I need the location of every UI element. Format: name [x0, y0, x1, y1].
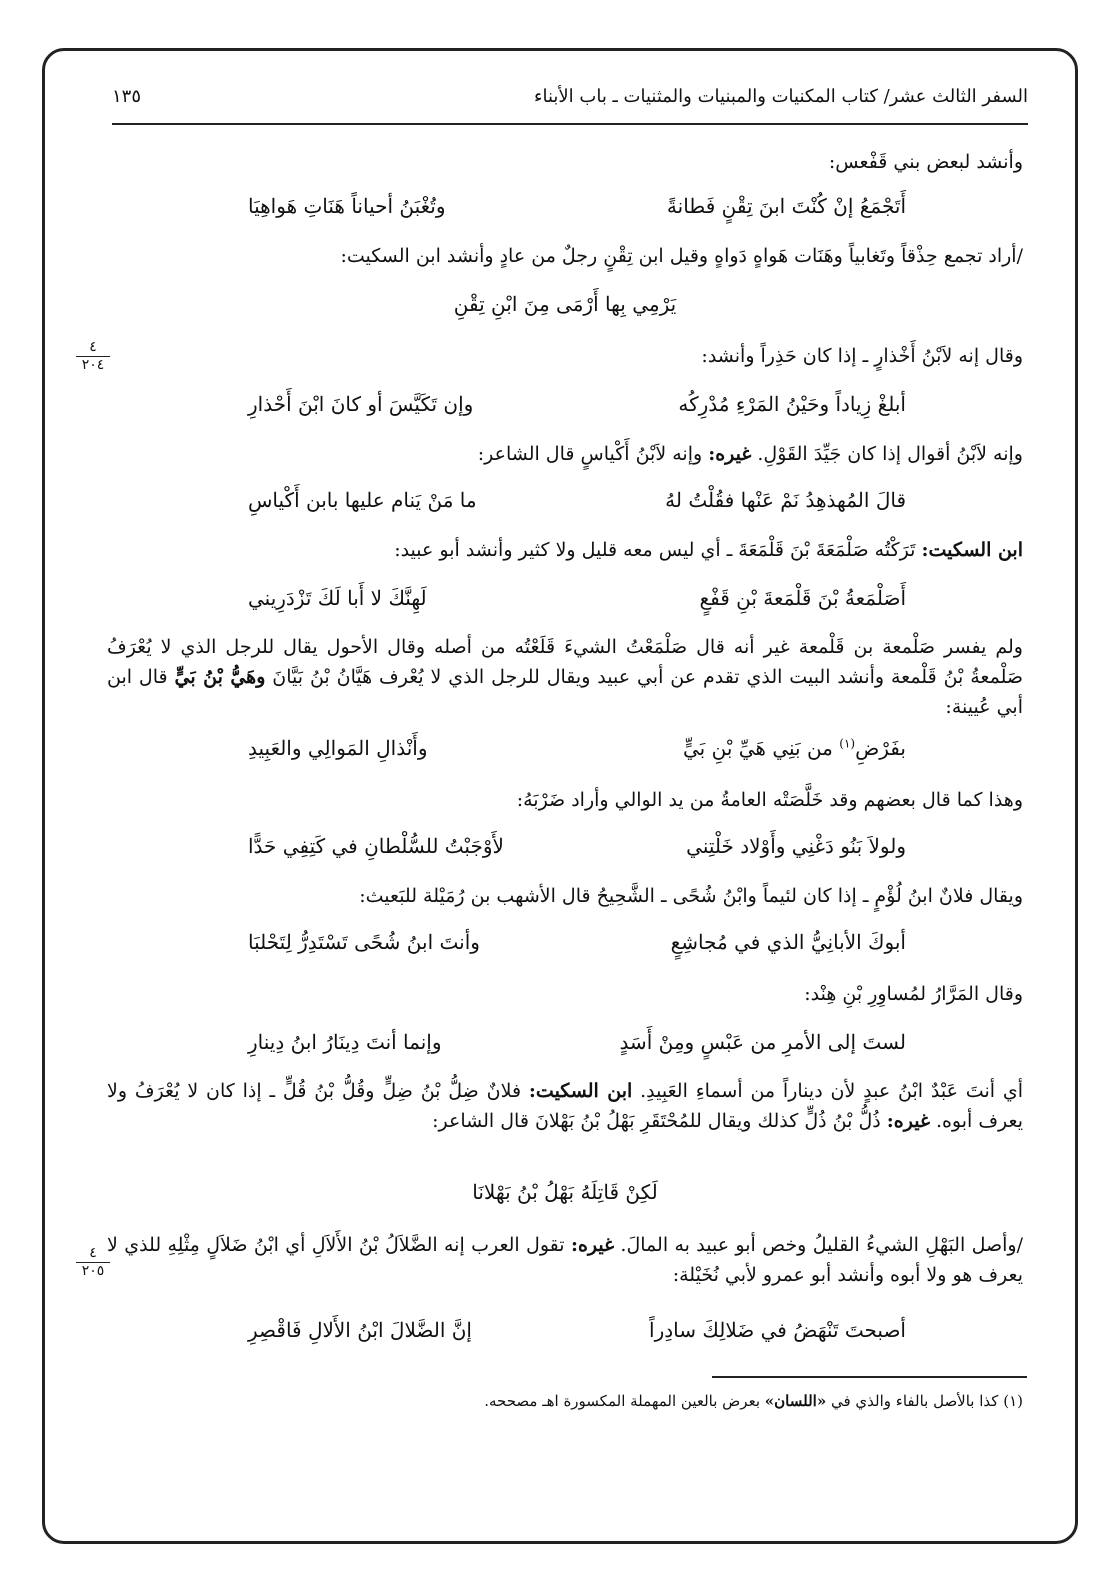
verse: [208, 736, 968, 768]
verse-second-hemistich: وأَنْذالِ المَوالِي والعَبِيدِ: [248, 736, 428, 760]
verse-first-hemistich: أَتَجْمَعُ إنْ كُنْتَ ابنَ تِقْنٍ فَطانةً: [666, 194, 906, 218]
text-segment: /وأصل البَهْلِ الشيءُ القليلُ وخص أبو عبيد به المالَ.: [620, 1234, 1023, 1256]
bold-term: غيره:: [886, 1110, 930, 1132]
verse-second-hemistich: وإن تَكَيَّسَ أو كانَ ابْنَ أَحْذارِ: [248, 392, 474, 416]
verse: [208, 488, 968, 520]
margin-ref-page: ٢٠٥: [81, 1263, 105, 1279]
single-verse: يَرْمِي بِها أَرْمَى مِنَ ابْنِ تِقْنِ: [453, 292, 677, 316]
text-line: وأنشد لبعض بني قَفْعس:: [828, 151, 1023, 173]
verse: [208, 834, 968, 866]
single-verse: لَكِنْ قَاتِلَهُ بَهْلُ بْنُ بَهْلانَا: [472, 1180, 658, 1204]
bold-term: ابن السكيت:: [528, 1080, 633, 1102]
text-segment: أي أنتَ عَبْدٌ ابْنُ عبدٍ لأن ديناراً من أسماءِ العَبِيدِ.: [640, 1080, 1024, 1102]
page-header: [112, 82, 1028, 112]
bold-term: «اللسان»: [764, 1392, 827, 1410]
text-line: وقال إنه لاَبْنُ أَخْذارٍ ـ إذا كان حَذِراً وأنشد:: [701, 345, 1023, 367]
text-segment: قال ابن أبي عُيينة:: [107, 666, 1023, 718]
verse-second-hemistich: وإنما أنتَ دِينَارُ ابنُ دِينارِ: [248, 1030, 442, 1054]
verse-first-hemistich: [683, 736, 906, 760]
verse-first-hemistich: لستَ إلى الأمرِ من عَبْسٍ ومِنْ أَسَدٍ: [619, 1030, 906, 1054]
verse-first-hemistich: أبلغْ زِياداً وحَيْنُ المَرْءِ مُدْرِكُه: [678, 392, 906, 416]
verse-first-hemistich: أبوكَ الأبانِيُّ الذي في مُجاشِعٍ: [670, 930, 906, 954]
margin-reference-1: [76, 340, 110, 373]
verse: [208, 194, 968, 226]
paragraph: [107, 1076, 1023, 1136]
bold-term: غيره:: [570, 1234, 615, 1256]
running-title: السفر الثالث عشر/ كتاب المكنيات والمبنيات والمثنيات ـ باب الأبناء: [534, 86, 1028, 107]
text-line: [107, 536, 1023, 564]
text-segment: كذا بالأصل بالفاء والذي في: [830, 1392, 999, 1410]
verse-first-hemistich: أصبحتَ تَنْهَضُ في ضَلالِكَ سادِراً: [649, 1318, 906, 1342]
margin-ref-volume: ٤: [76, 1246, 110, 1263]
verse-word: من بَنِي هَيِّ بْنِ بَيٍّ: [683, 736, 833, 760]
text-segment: وإنه لاَبْنُ أقوال إذا كان جَيِّدَ القَوْلِ.: [757, 443, 1023, 465]
text-segment: وإنه لاَبْنُ أَكْياسٍ قال الشاعر:: [477, 443, 703, 465]
verse: [208, 392, 968, 424]
text-line: وقال المَرَّارُ لمُساوِرِ بْنِ هِنْد:: [804, 983, 1023, 1005]
footnote: [107, 1392, 1023, 1410]
text-segment: بعرض بالعين المهملة المكسورة اهـ مصححه.: [484, 1392, 760, 1410]
text-segment: تَرَكْتُه صَلْمَعَةَ بْنَ قَلْمَعَةَ ـ أي ليس معه قليل ولا كثير وأنشد أبو عبيد:: [394, 539, 916, 561]
verse-first-hemistich: ولولاَ بَنُو دَغْنِي وأَوْلاد خَلْتِني: [686, 834, 906, 858]
bold-term: وهَيُّ بْنُ بَيٍّ: [174, 666, 266, 688]
verse: [208, 586, 968, 618]
verse: [208, 1318, 968, 1350]
verse-second-hemistich: وأنتَ ابنُ شُحًى تَسْتَدِرُّ لِتَحْلبَا: [248, 930, 480, 954]
text-segment: ذُلُّ بْنُ ذُلٍّ كذلك ويقال للمُحْتَقَرِ بَهْلُ بْنُ بَهْلانَ قال الشاعر:: [432, 1110, 881, 1132]
verse-word: بفَرْضِ: [855, 736, 906, 760]
margin-ref-page: ٢٠٤: [81, 357, 105, 373]
paragraph: [107, 1230, 1023, 1290]
text-segment: فلانٌ ضِلُّ بْنُ ضِلٍّ وقُلُّ بْنُ قُلٍّ ـ إذا كان لا يُعْرَفُ ولا يعرف أبوه.: [107, 1080, 1023, 1132]
bold-term: غيره:: [708, 443, 752, 465]
page-number: ١٣٥: [112, 86, 142, 107]
margin-ref-volume: ٤: [76, 340, 110, 357]
bold-term: ابن السكيت:: [921, 539, 1023, 561]
text-segment: ولم يفسر صَلْمعة بن قَلْمعة غير أنه قال صَلْمَعْتُ الشيءَ قَلَعْتُه من أصله وقال الأحول يقال للرجل الذي لا يُعْرَفُ صَلْمعةُ بْنُ قَلْمعة وأنشد البيت الذي تقدم عن أبي عبيد ويقال للرجل الذي لا يُعْرف هَيَّانُ بْنُ بَيَّانَ: [107, 636, 1023, 688]
text-segment: تقول العرب إنه الضَّلاَلُ بْنُ الأَلاَلِ أي ابْنُ ضَلاَلٍ مِثْلِهِ للذي لا يعرف هو ولا أبوه وأنشد أبو عمرو لأبي نُخَيْلة:: [107, 1234, 1023, 1286]
verse-first-hemistich: أَصَلْمَعةُ بْنَ قَلْمَعةَ بْنِ قَفْعٍ: [699, 586, 906, 610]
margin-reference-2: [76, 1246, 110, 1279]
text-line: وهذا كما قال بعضهم وقد خَلَّصَتْه العامةُ من يد الوالي وأراد ضَرْبَهُ:: [516, 789, 1023, 811]
header-rule: [112, 123, 1028, 125]
verse-first-hemistich: قالَ المُهذهِدُ نَمْ عَنْها فقُلْتُ لهُ: [665, 488, 906, 512]
text-line: /أراد تجمع حِذْقاً وتَغابياً وهَنَات هَواهٍ دَواهٍ وقيل ابن تِقْنٍ رجلٌ من عادٍ وأنشد ابن السكيت:: [340, 245, 1023, 267]
verse-second-hemistich: لأَوْجَبْتُ للسُّلْطانِ في كَتِفِي حَدًّا: [248, 834, 504, 858]
footnote-rule: [712, 1376, 1027, 1378]
verse: [208, 1030, 968, 1062]
verse-second-hemistich: ما مَنْ يَنام عليها بابن أَكْياسِ: [248, 488, 477, 512]
footnote-marker: (١): [839, 736, 856, 751]
paragraph: [107, 632, 1023, 722]
verse-second-hemistich: لَهِنَّكَ لا أَبا لَكَ تَزْدَرِيني: [248, 586, 427, 610]
verse-second-hemistich: وتُغْبَنُ أحياناً هَنَاتِ هَواهِيَا: [248, 194, 446, 218]
verse: [208, 930, 968, 962]
footnote-number: (١): [1003, 1392, 1023, 1410]
text-line: [107, 440, 1023, 468]
text-line: ويقال فلانٌ ابنُ لُؤْمٍ ـ إذا كان لئيماً وابْنُ شُحًى ـ الشَّحِيحُ قال الأشهب بن رُمَيْلة للبَعيث:: [359, 885, 1023, 907]
verse-second-hemistich: إنَّ الضَّلالَ ابْنُ الأَلالِ فَاقْصِرِ: [248, 1318, 472, 1342]
